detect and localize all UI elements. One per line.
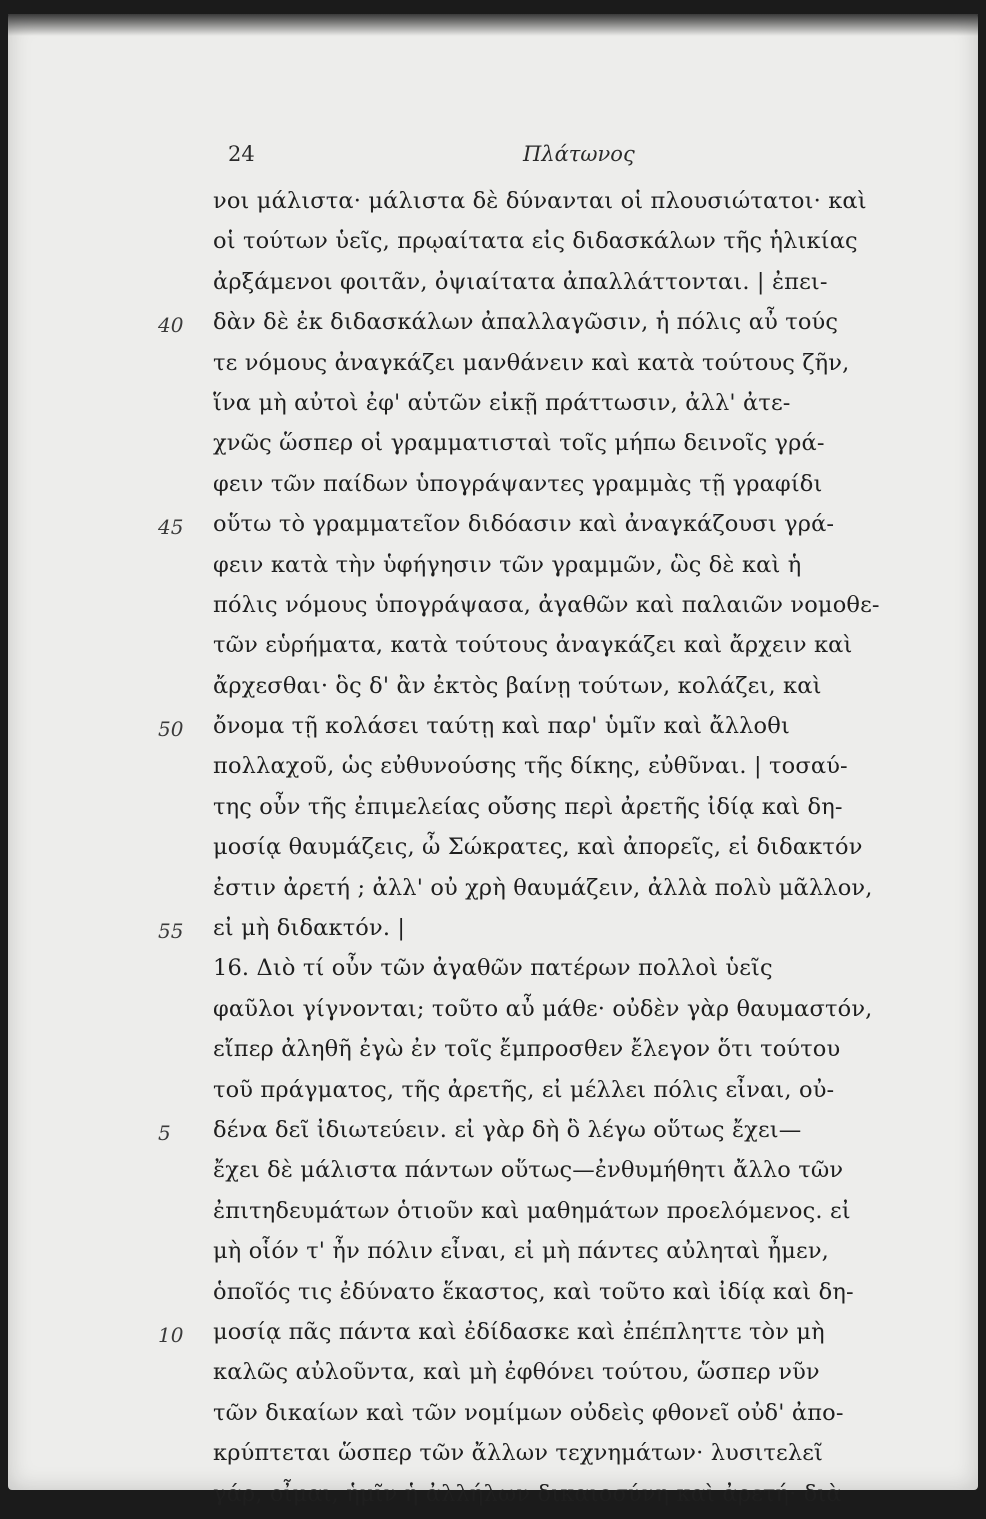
line-text: πολλαχοῦ, ὡς εὐθυνούσης τῆς δίκης, εὐθῦναι. | τοσαύ- [213,753,848,780]
line-text: ἀρξάμενοι φοιτᾶν, ὀψιαίτατα ἀπαλλάττονται. | ἐπει- [213,268,828,295]
text-line [8,953,978,993]
line-text: 16. Διὸ τί οὖν τῶν ἀγαθῶν πατέρων πολλοὶ ὑεῖς [213,955,773,982]
text-line [8,1236,978,1276]
line-text: ἄρχεσθαι· ὃς δ' ἂν ἐκτὸς βαίνῃ τούτων, κολάζει, καὶ [213,672,822,699]
text-line [8,751,978,791]
text-line [8,1115,978,1155]
text-line [8,1317,978,1357]
text-line [8,1398,978,1438]
line-text: μὴ οἷόν τ' ἦν πόλιν εἶναι, εἰ μὴ πάντες αὐληταὶ ἦμεν, [213,1238,829,1265]
text-line [8,550,978,590]
line-text: δὰν δὲ ἐκ διδασκάλων ἀπαλλαγῶσιν, ἡ πόλις αὖ τούς [213,309,839,336]
text-line [8,630,978,670]
page-header [8,142,978,172]
page-number: 24 [228,142,255,166]
text-line [8,711,978,751]
line-text: ὁποῖός τις ἐδύνατο ἕκαστος, καὶ τοῦτο καὶ ἰδίᾳ καὶ δη- [213,1278,854,1305]
text-line [8,1277,978,1317]
text-line [8,1196,978,1236]
text-line [8,671,978,711]
text-line [8,873,978,913]
line-text: χνῶς ὥσπερ οἱ γραμματισταὶ τοῖς μήπω δεινοῖς γρά- [213,430,825,457]
book-page [8,14,978,1507]
line-text: καλῶς αὐλοῦντα, καὶ μὴ ἐφθόνει τούτου, ὥσπερ νῦν [213,1359,820,1386]
line-number: 10 [158,1322,184,1347]
line-text: φειν τῶν παίδων ὑπογράψαντες γραμμὰς τῇ γραφίδι [213,470,823,497]
line-text: φειν κατὰ τὴν ὑφήγησιν τῶν γραμμῶν, ὣς δὲ καὶ ἡ [213,551,802,578]
text-line [8,226,978,266]
line-text: οἱ τούτων ὑεῖς, πρῳαίτατα εἰς διδασκάλων τῆς ἡλικίας [213,228,858,255]
line-text: ὄνομα τῇ κολάσει ταύτῃ καὶ παρ' ὑμῖν καὶ ἄλλοθι [213,713,790,740]
line-text: τῶν δικαίων καὶ τῶν νομίμων οὐδεὶς φθονεῖ οὐδ' ἀπο- [213,1399,844,1426]
text-line [8,267,978,307]
text-line [8,792,978,832]
text-line [8,428,978,468]
text-line [8,1438,978,1478]
text-line [8,994,978,1034]
text-line [8,913,978,953]
line-text: εἴπερ ἀληθῆ ἐγὼ ἐν τοῖς ἔμπροσθεν ἔλεγον ὅτι τούτου [213,1036,841,1063]
line-text: εἰ μὴ διδακτόν. | [213,915,406,942]
line-text: νοι μάλιστα· μάλιστα δὲ δύνανται οἱ πλουσιώτατοι· καὶ [213,188,867,214]
line-number: 45 [158,515,184,540]
line-number: 5 [158,1120,171,1145]
text-line [8,469,978,509]
line-text: τοῦ πράγματος, τῆς ἀρετῆς, εἰ μέλλει πόλις εἶναι, οὐ- [213,1076,835,1103]
line-text: τῶν εὑρήματα, κατὰ τούτους ἀναγκάζει καὶ ἄρχειν καὶ [213,632,853,659]
line-number: 40 [158,313,184,338]
line-text: πόλις νόμους ὑπογράψασα, ἀγαθῶν καὶ παλαιῶν νομοθε- [213,591,880,618]
text-line [8,307,978,347]
text-line [8,186,978,226]
text-line [8,832,978,872]
line-text: γάρ, οἶμαι, ἡμῖν ἡ ἀλλήλων δικαιοσύνη καὶ ἀρετή· διὰ [213,1480,842,1507]
line-text: κρύπτεται ὥσπερ τῶν ἄλλων τεχνημάτων· λυσιτελεῖ [213,1440,824,1467]
line-text: δένα δεῖ ἰδιωτεύειν. εἰ γὰρ δὴ ὃ λέγω οὕτως ἔχει— [213,1116,802,1143]
line-number: 50 [158,717,184,742]
line-text: ἐπιτηδευμάτων ὁτιοῦν καὶ μαθημάτων προελόμενος. εἰ [213,1197,851,1224]
line-number: 55 [158,919,184,944]
line-text: ἔχει δὲ μάλιστα πάντων οὕτως—ἐνθυμήθητι ἄλλο τῶν [213,1157,844,1184]
running-head: Πλάτωνος [523,142,635,166]
text-line [8,348,978,388]
text-line [8,1155,978,1195]
text-line [8,1357,978,1397]
line-text: της οὖν τῆς ἐπιμελείας οὔσης περὶ ἀρετῆς ἰδίᾳ καὶ δη- [213,793,843,820]
line-text: ἵνα μὴ αὐτοὶ ἐφ' αὑτῶν εἰκῇ πράττωσιν, ἀλλ' ἀτε- [213,389,791,416]
page-top-shadow [8,14,978,36]
text-line [8,388,978,428]
line-text: μοσίᾳ θαυμάζεις, ὦ Σώκρατες, καὶ ἀπορεῖς, εἰ διδακτόν [213,834,863,861]
text-line [8,1034,978,1074]
text-line [8,1479,978,1519]
greek-text-block [8,186,978,1519]
line-text: φαῦλοι γίγνονται; τοῦτο αὖ μάθε· οὐδὲν γὰρ θαυμαστόν, [213,995,873,1022]
text-line [8,590,978,630]
line-text: τε νόμους ἀναγκάζει μανθάνειν καὶ κατὰ τούτους ζῆν, [213,349,850,376]
line-text: μοσίᾳ πᾶς πάντα καὶ ἐδίδασκε καὶ ἐπέπληττε τὸν μὴ [213,1318,825,1345]
line-text: οὕτω τὸ γραμματεῖον διδόασιν καὶ ἀναγκάζουσι γρά- [213,511,835,538]
text-line [8,1075,978,1115]
text-line [8,509,978,549]
line-text: ἐστιν ἀρετή ; ἀλλ' οὐ χρὴ θαυμάζειν, ἀλλὰ πολὺ μᾶλλον, [213,874,873,901]
